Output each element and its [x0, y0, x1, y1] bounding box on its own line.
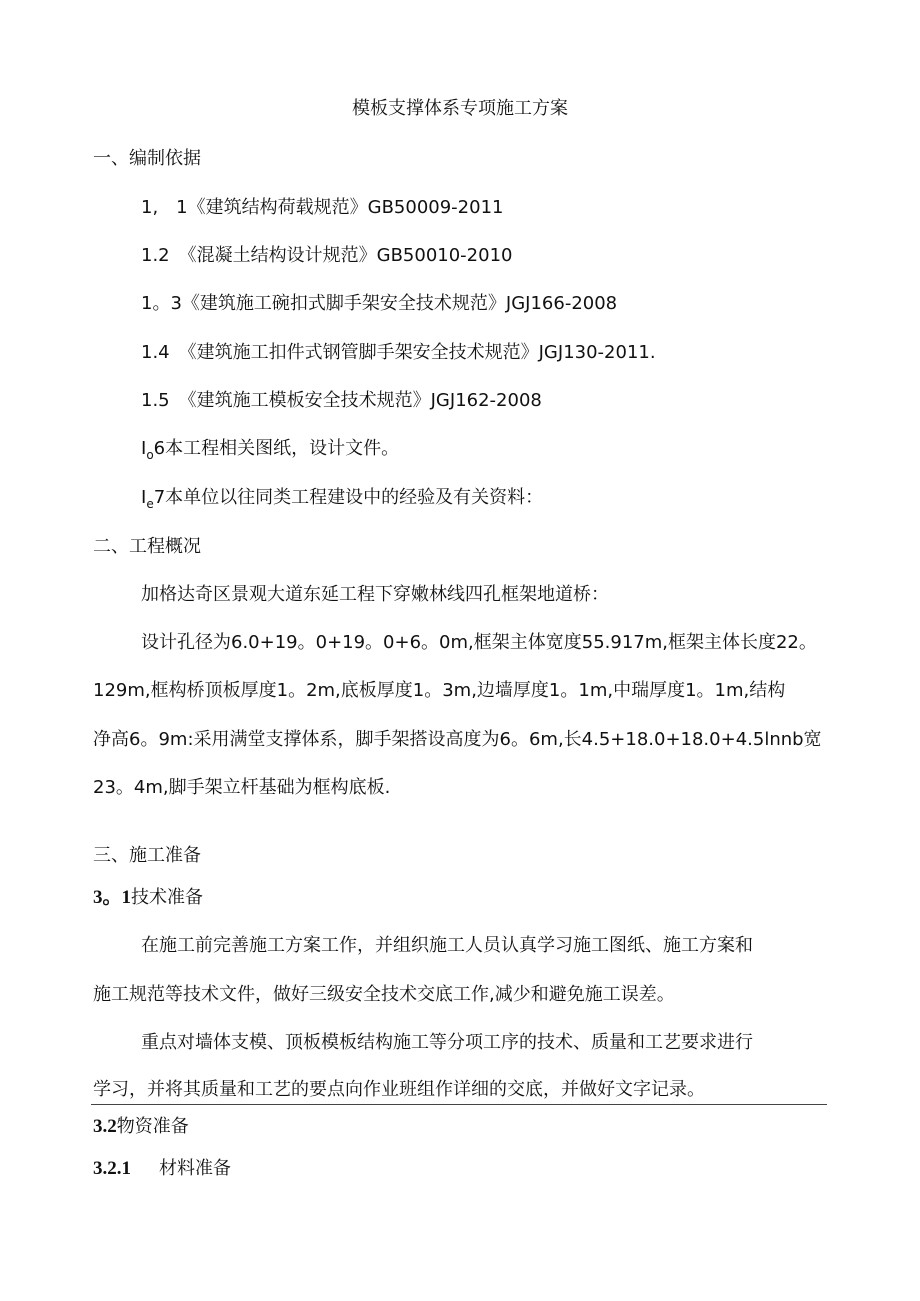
overview-line-3: 净高6。9m:采用满堂支撑体系，脚手架搭设高度为6。6m,长4.5+18.0+18.0+4.5lnnb宽: [93, 729, 822, 750]
tech-prep-line-3: 重点对墙体支模、顶板模板结构施工等分项工序的技术、质量和工艺要求进行: [141, 1032, 753, 1053]
reference-item-6: [141, 436, 399, 463]
tech-prep-line-1: 在施工前完善施工方案工作，并组织施工人员认真学习施工图纸、施工方案和: [141, 935, 753, 956]
overview-paragraph-1: 加格达奇区景观大道东延工程下穿嫩林线四孔框架地道桥：: [141, 584, 609, 605]
subsection-3-1-label: 技术准备: [131, 887, 204, 908]
item-7-lead: I: [141, 487, 147, 508]
reference-item-1: 1, 1《建筑结构荷载规范》GB50009-2011: [141, 197, 504, 218]
subsection-3-1-heading: [93, 885, 203, 911]
section-1-heading: 一、编制依据: [93, 148, 201, 169]
page-divider: [91, 1104, 827, 1105]
reference-item-2: 1.2 《混凝土结构设计规范》GB50010-2010: [141, 245, 513, 266]
item-7-text: 7本单位以往同类工程建设中的经验及有关资料：: [153, 487, 544, 508]
tech-prep-line-4: 学习，并将其质量和工艺的要点向作业班组作详细的交底，并做好文字记录。: [93, 1079, 705, 1100]
subsection-3-2-1-heading: [93, 1156, 231, 1182]
subsection-3-2-number: 3.2: [93, 1116, 117, 1137]
subsection-3-2-heading: [93, 1114, 189, 1140]
item-6-lead: I: [141, 438, 147, 459]
subsection-3-2-label: 物资准备: [116, 1116, 189, 1137]
reference-item-5: 1.5 《建筑施工模板安全技术规范》JGJ162-2008: [141, 390, 542, 411]
document-title: 模板支撑体系专项施工方案: [352, 98, 568, 119]
overview-line-4: 23。4m,脚手架立杆基础为框构底板.: [93, 777, 391, 798]
reference-item-7: [141, 485, 543, 512]
subsection-3-2-1-number: 3.2.1: [93, 1158, 131, 1179]
section-3-heading: 三、施工准备: [93, 845, 201, 866]
subsection-3-1-number: 3。1: [93, 887, 132, 908]
subsection-3-2-1-label: 材料准备: [159, 1158, 231, 1179]
reference-item-4: 1.4 《建筑施工扣件式钢管脚手架安全技术规范》JGJ130-2011.: [141, 342, 656, 363]
reference-item-3: 1。3《建筑施工碗扣式脚手架安全技术规范》JGJ166-2008: [141, 293, 618, 314]
tech-prep-line-2: 施工规范等技术文件，做好三级安全技术交底工作,减少和避免施工误差。: [93, 984, 675, 1005]
section-2-heading: 二、工程概况: [93, 536, 201, 557]
item-6-text: 6本工程相关图纸，设计文件。: [153, 438, 400, 459]
item-7-subscript: e: [146, 497, 154, 511]
item-6-subscript: o: [146, 448, 154, 462]
overview-line-2: 129m,框构桥顶板厚度1。2m,底板厚度1。3m,边墙厚度1。1m,中瑞厚度1。1m,结构: [93, 680, 786, 701]
overview-line-1: 设计孔径为6.0+19。0+19。0+6。0m,框架主体宽度55.917m,框架主体长度22。: [141, 632, 817, 653]
